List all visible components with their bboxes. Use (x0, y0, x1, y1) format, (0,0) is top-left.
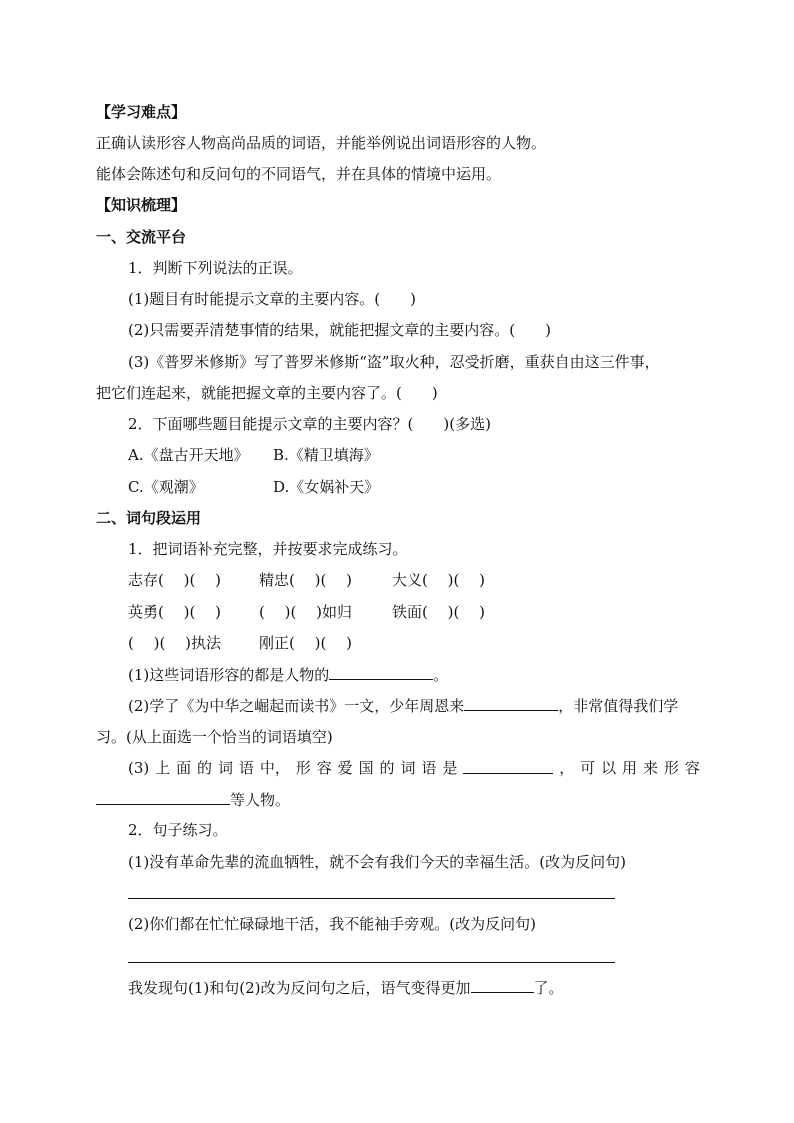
sentence-3-fragment: ， (559, 759, 575, 777)
sentence-3-fragment: 的 (197, 759, 213, 777)
sentence-3-fragment: 词 (217, 759, 233, 777)
sentence-3-fragment: 容 (684, 759, 700, 777)
sentence-3-fragment: 用 (622, 759, 638, 777)
sentence-3-fragment: 形 (663, 759, 679, 777)
part2-question-2-3-text: 我发现句(1)和句(2)改为反问句之后，语气变得更加 (128, 979, 471, 997)
word-item: 铁面( )( ) (392, 603, 485, 621)
option-a: A.《盘古开天地》 (128, 446, 249, 464)
option-d: D.《女娲补天》 (273, 478, 380, 496)
word-item: 大义( )( ) (392, 571, 485, 589)
fill-sentence-2-line2: 习。(从上面选一个恰当的词语填空) (96, 728, 333, 746)
answer-blank[interactable] (471, 977, 534, 993)
fill-sentence-3 (128, 758, 700, 778)
word-item: ( )( )如归 (259, 603, 352, 621)
option-b: B.《精卫填海》 (273, 446, 379, 464)
fill-sentence-1-text: (1)这些词语形容的都是人物的 (128, 666, 330, 684)
sentence-3-fragment: 爱 (337, 759, 353, 777)
part1-question-1-1: (1)题目有时能提示文章的主要内容。( ) (128, 290, 416, 308)
sentence-3-fragment: 上 (155, 759, 171, 777)
sentence-3-fragment: 是 (442, 759, 458, 777)
word-item: 志存( )( ) (128, 571, 221, 589)
sentence-3-fragment: 中， (259, 759, 290, 777)
fill-sentence-2-text: (2)学了《为中华之崛起而读书》一文，少年周恩来 (128, 697, 465, 715)
difficulty-item-2: 能体会陈述句和反问句的不同语气，并在具体的情境中运用。 (96, 165, 502, 183)
fill-sentence-1 (128, 664, 448, 685)
part1-question-1-2: (2)只需要弄清楚事情的结果，就能把握文章的主要内容。( ) (128, 321, 551, 339)
word-item: 刚正( )( ) (259, 634, 352, 652)
option-c: C.《观潮》 (128, 478, 204, 496)
part1-question-2: 2．下面哪些题目能提示文章的主要内容？( )(多选) (128, 415, 491, 433)
sentence-3-fragment: 国 (358, 759, 374, 777)
part1-question-1: 1．判断下列说法的正误。 (128, 259, 303, 277)
part1-question-1-3b: 把它们连起来，就能把握文章的主要内容了。( ) (96, 384, 438, 402)
sentence-3-fragment: 形 (295, 759, 311, 777)
part2-heading: 二、词句段运用 (96, 509, 202, 527)
fill-sentence-3-end: 等人物。 (230, 791, 291, 809)
part2-question-2-3-end: 了。 (533, 979, 564, 997)
sentence-3-fragment: 面 (176, 759, 192, 777)
answer-line[interactable] (128, 898, 615, 899)
difficulty-heading: 【学习难点】 (96, 103, 187, 121)
sentence-3-fragment: 容 (316, 759, 332, 777)
answer-blank[interactable] (464, 695, 558, 711)
part2-question-2-2: (2)你们都在忙忙碌碌地干活，我不能袖手旁观。(改为反问句) (128, 915, 536, 933)
sentence-3-fragment: 来 (642, 759, 658, 777)
word-item: 精忠( )( ) (259, 571, 352, 589)
sentence-3-fragment: 词 (400, 759, 416, 777)
sentence-3-fragment: 的 (379, 759, 395, 777)
fill-sentence-1-end: 。 (433, 666, 449, 684)
part1-heading: 一、交流平台 (96, 228, 187, 246)
answer-blank[interactable] (329, 664, 433, 680)
part1-question-1-3a: (3)《普罗米修斯》写了普罗米修斯“盗”取火种，忍受折磨，重获自由这三件事， (128, 353, 660, 371)
part2-question-2-1: (1)没有革命先辈的流血牺牲，就不会有我们今天的幸福生活。(改为反问句) (128, 853, 626, 871)
difficulty-item-1: 正确认读形容人物高尚品质的词语，并能举例说出词语形容的人物。 (96, 134, 547, 152)
part2-question-2-3 (128, 977, 564, 998)
answer-blank[interactable] (463, 758, 553, 774)
fill-sentence-3-line2 (96, 789, 290, 810)
answer-blank[interactable] (96, 789, 230, 805)
sentence-3-fragment: 语 (238, 759, 254, 777)
knowledge-heading: 【知识梳理】 (96, 196, 187, 214)
sentence-3-fragment: (3) (128, 759, 150, 777)
fill-sentence-2 (128, 695, 678, 716)
answer-line[interactable] (128, 962, 615, 963)
fill-sentence-2-end: ，非常值得我们学 (558, 697, 679, 715)
sentence-3-fragment: 以 (601, 759, 617, 777)
sentence-3-fragment: 可 (580, 759, 596, 777)
part2-question-1: 1．把词语补充完整，并按要求完成练习。 (128, 540, 408, 558)
sentence-3-fragment: 语 (421, 759, 437, 777)
word-item: ( )( )执法 (128, 634, 221, 652)
part2-question-2: 2．句子练习。 (128, 821, 228, 839)
word-item: 英勇( )( ) (128, 603, 221, 621)
